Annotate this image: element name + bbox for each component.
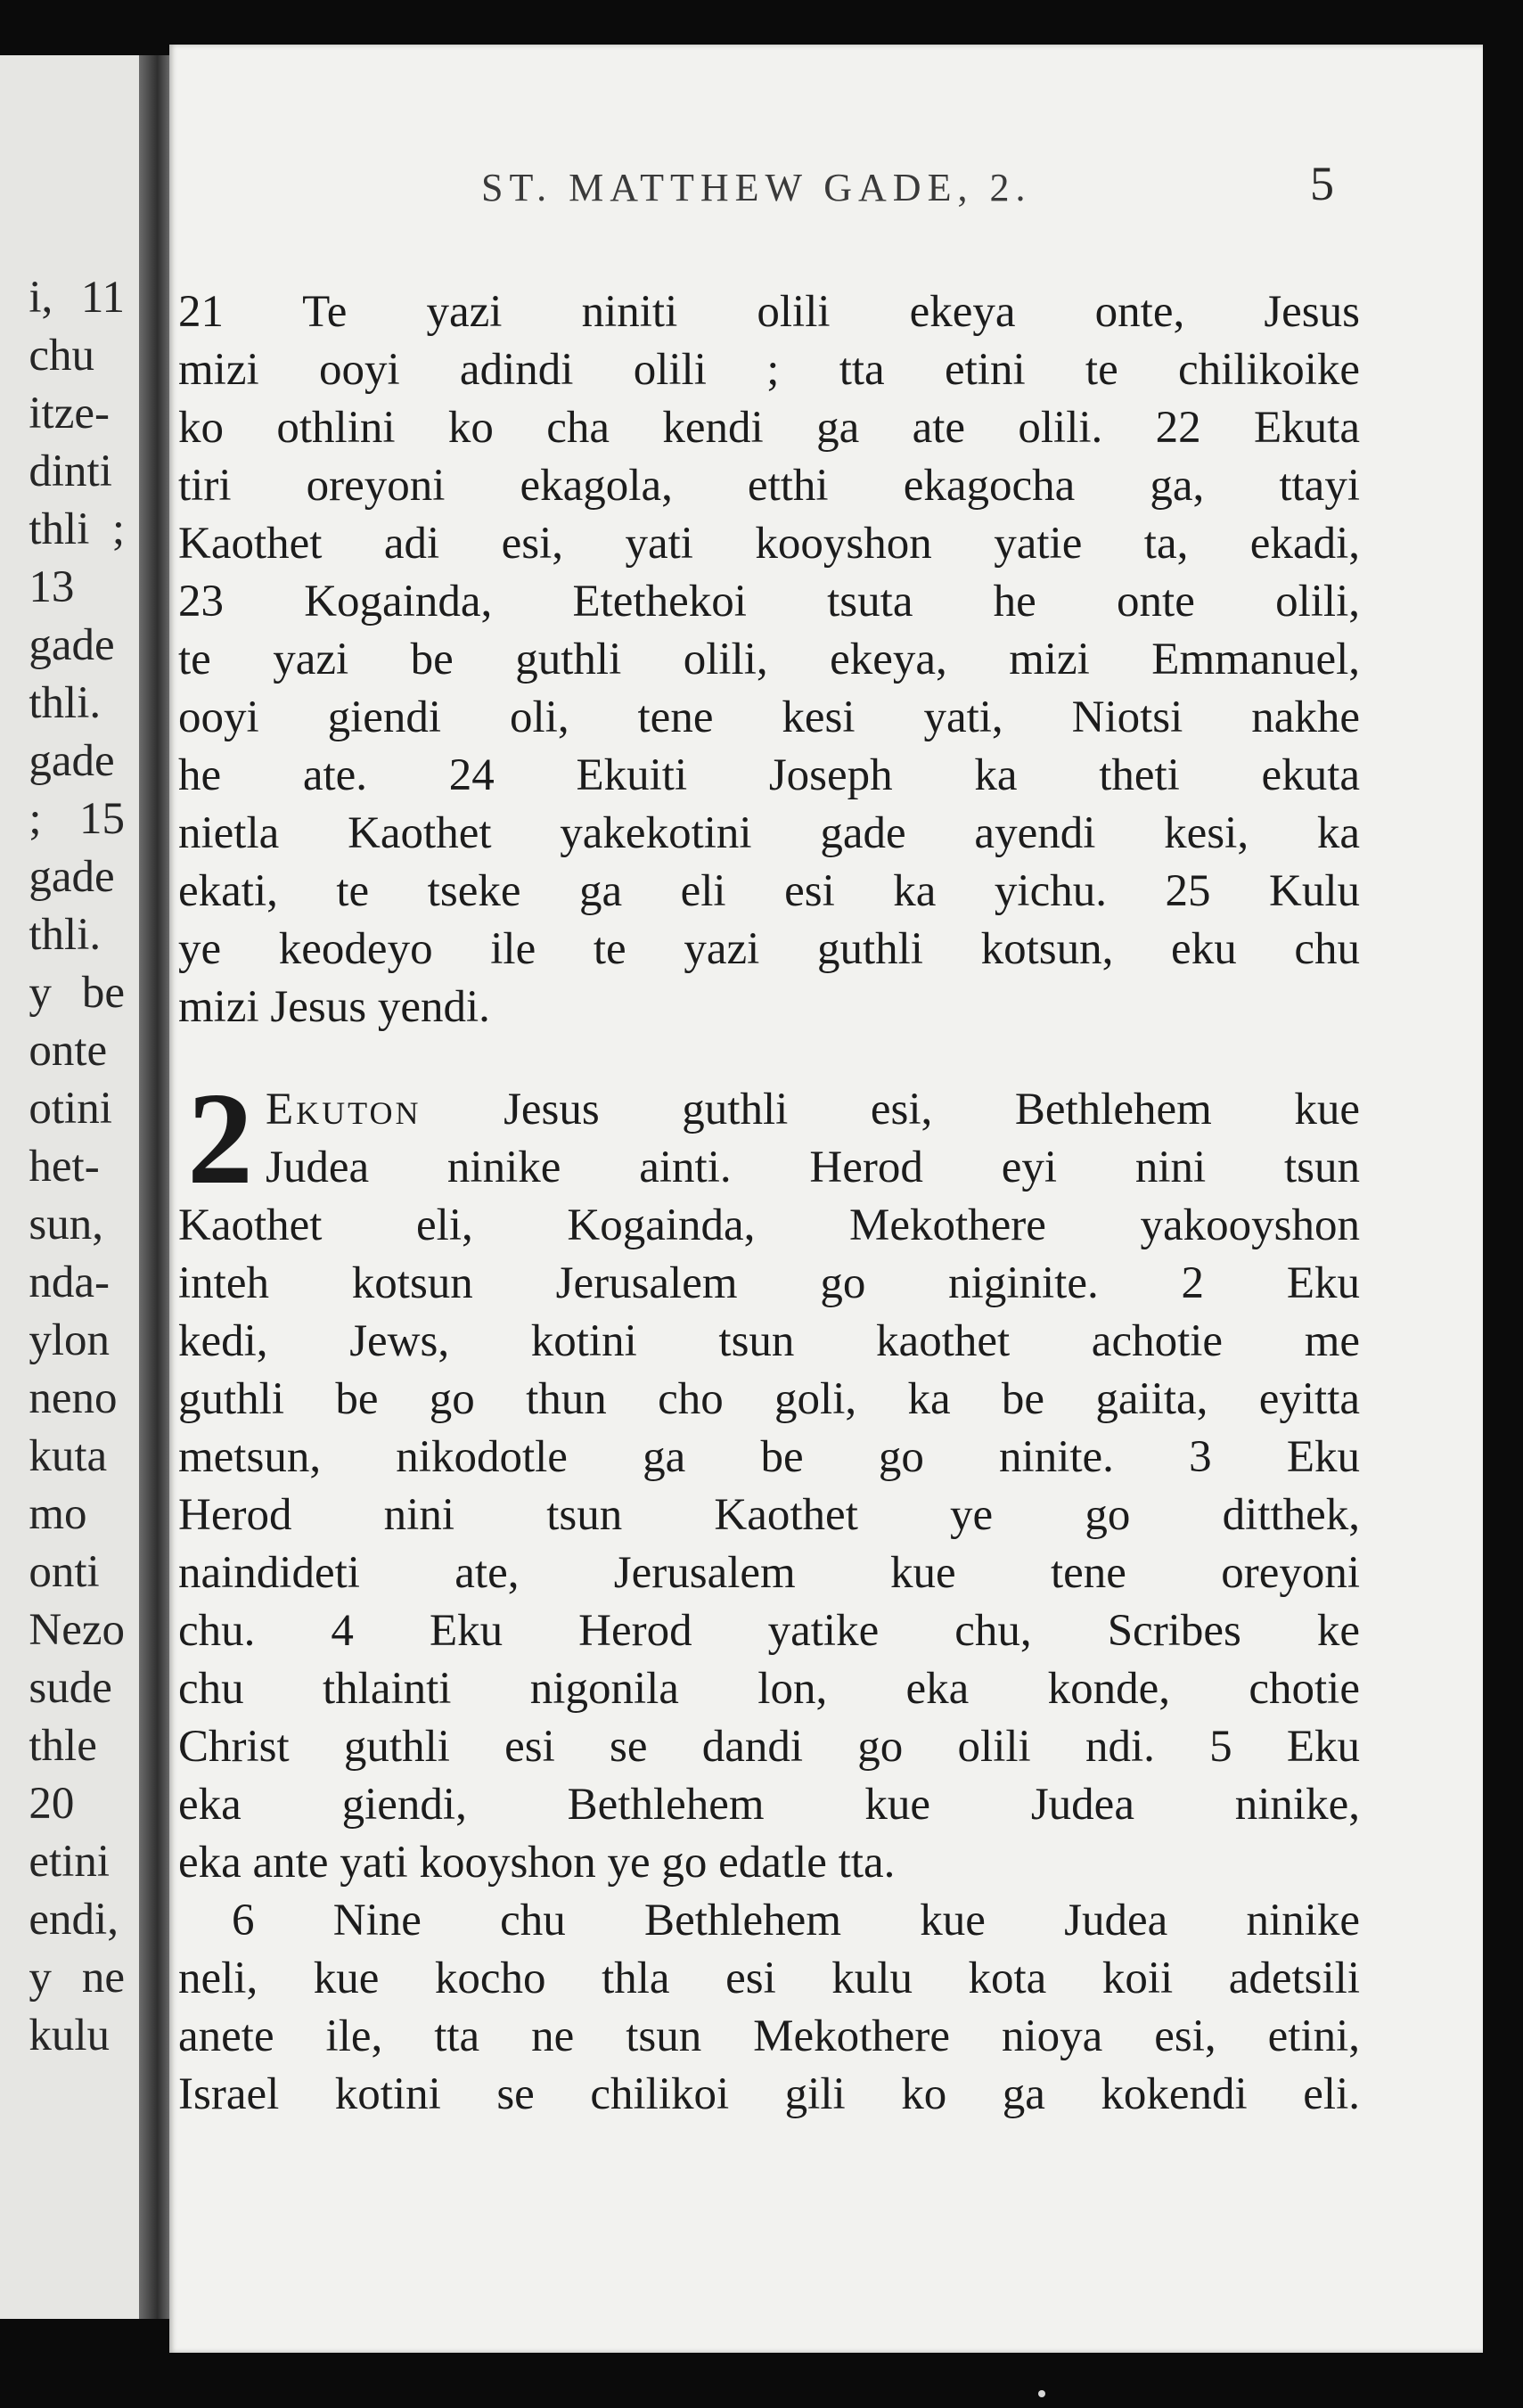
previous-page-line: nda-	[29, 1257, 111, 1307]
text-line: he ate. 24 Ekuiti Joseph ka theti ekuta	[178, 750, 1360, 800]
text-line: Kaothet eli, Kogainda, Mekothere yakooyshon	[178, 1200, 1360, 1250]
chapter-second-line: Judea ninike ainti. Herod eyi nini tsun	[266, 1143, 1360, 1192]
previous-page-line: ylon	[29, 1315, 111, 1365]
previous-page-line: chu	[29, 331, 95, 381]
previous-page-line: het-	[29, 1142, 100, 1192]
text-line: kedi, Jews, kotini tsun kaothet achotie me	[178, 1316, 1360, 1366]
text-line: naindideti ate, Jerusalem kue tene oreyoni	[178, 1548, 1360, 1598]
text-line: ooyi giendi oli, tene kesi yati, Niotsi nakhe	[178, 692, 1360, 742]
book-page	[169, 45, 1483, 2353]
previous-page-line: sude	[29, 1663, 112, 1713]
text-line: neli, kue kocho thla esi kulu kota koii adetsili	[178, 1953, 1360, 2003]
previous-page-line: y be	[29, 968, 125, 1018]
text-line: eka ante yati kooyshon ye go edatle tta.	[178, 1838, 896, 1888]
chapter-first-line	[178, 1081, 1360, 1139]
text-line: mizi Jesus yendi.	[178, 982, 490, 1032]
previous-page-line: gade	[29, 852, 115, 902]
chapter-first-line-rest: Jesus guthli esi, Bethlehem kue	[421, 1085, 1360, 1134]
text-line: ye keodeyo ile te yazi guthli kotsun, eku chu	[178, 924, 1360, 974]
previous-page-line: neno	[29, 1373, 118, 1423]
previous-page-line: dinti	[29, 446, 112, 496]
previous-page-line: onte	[29, 1026, 108, 1076]
text-line: 23 Kogainda, Etethekoi tsuta he onte olili,	[178, 577, 1360, 627]
previous-page-line: endi,	[29, 1895, 119, 1945]
previous-page-line: sun,	[29, 1200, 103, 1249]
text-line: metsun, nikodotle ga be go ninite. 3 Eku	[178, 1432, 1360, 1482]
chapter-number: 2	[187, 1066, 253, 1212]
previous-page-line: onti	[29, 1547, 100, 1597]
text-line: 21 Te yazi niniti olili ekeya onte, Jesus	[178, 287, 1360, 337]
text-line: mizi ooyi adindi olili ; tta etini te chilikoike	[178, 345, 1360, 395]
previous-page-line: itze-	[29, 389, 110, 438]
chapter-1-ending	[178, 283, 1360, 1036]
previous-page-line: ; 15	[29, 794, 125, 844]
chapter-2-text	[178, 1197, 1360, 1892]
previous-page-line: kulu	[29, 2011, 111, 2060]
chapter-2-verse-6	[178, 1892, 1360, 2124]
text-line: guthli be go thun cho goli, ka be gaiita, eyitta	[178, 1374, 1360, 1424]
text-line: inteh kotsun Jerusalem go niginite. 2 Eku	[178, 1258, 1360, 1308]
previous-page-line: y ne	[29, 1953, 125, 2003]
previous-page-line: mo	[29, 1489, 87, 1539]
text-line: 6 Nine chu Bethlehem kue Judea ninike	[232, 1896, 1360, 1945]
text-line: te yazi be guthli olili, ekeya, mizi Emmanuel,	[178, 635, 1360, 684]
text-line: ekati, te tseke ga eli esi ka yichu. 25 Kulu	[178, 866, 1360, 916]
text-line: Christ guthli esi se dandi go olili ndi. 5 Eku	[178, 1722, 1360, 1772]
previous-page-line: kuta	[29, 1431, 108, 1481]
text-line: nietla Kaothet yakekotini gade ayendi kesi, ka	[178, 808, 1360, 858]
running-title: ST. MATTHEW GADE, 2.	[481, 166, 1032, 209]
previous-page-line: Nezo	[29, 1605, 125, 1655]
previous-page-line: 13	[29, 562, 75, 612]
text-line: anete ile, tta ne tsun Mekothere nioya esi, etini,	[178, 2011, 1360, 2061]
previous-page-line: i, 11	[29, 273, 125, 323]
previous-page-line: 20	[29, 1779, 75, 1829]
text-line: Kaothet adi esi, yati kooyshon yatie ta, ekadi,	[178, 519, 1360, 569]
previous-page-line: etini	[29, 1837, 111, 1887]
previous-page-line: thli ;	[29, 504, 125, 554]
text-line: chu. 4 Eku Herod yatike chu, Scribes ke	[178, 1606, 1360, 1656]
previous-page-line: thli.	[29, 910, 102, 960]
text-line: ko othlini ko cha kendi ga ate olili. 22 Ekuta	[178, 403, 1360, 453]
previous-page-text	[29, 269, 125, 2065]
scan-mark	[1038, 2390, 1045, 2397]
page-number: 5	[1310, 157, 1334, 210]
text-line: Herod nini tsun Kaothet ye go ditthek,	[178, 1490, 1360, 1540]
previous-page-line: gade	[29, 736, 115, 786]
text-line: tiri oreyoni ekagola, etthi ekagocha ga, ttayi	[178, 461, 1360, 511]
chapter-first-word: Ekuton	[266, 1085, 422, 1134]
previous-page-line: gade	[29, 620, 115, 670]
previous-page-line: thli.	[29, 678, 102, 728]
previous-page-line: otini	[29, 1084, 112, 1134]
running-head	[169, 156, 1483, 218]
page-body	[178, 283, 1360, 2124]
text-line: Israel kotini se chilikoi gili ko ga kokendi eli.	[178, 2069, 1360, 2119]
chapter-2	[178, 1066, 1360, 2124]
previous-page-line: thle	[29, 1721, 97, 1771]
text-line: chu thlainti nigonila lon, eka konde, chotie	[178, 1664, 1360, 1714]
text-line: eka giendi, Bethlehem kue Judea ninike,	[178, 1780, 1360, 1830]
